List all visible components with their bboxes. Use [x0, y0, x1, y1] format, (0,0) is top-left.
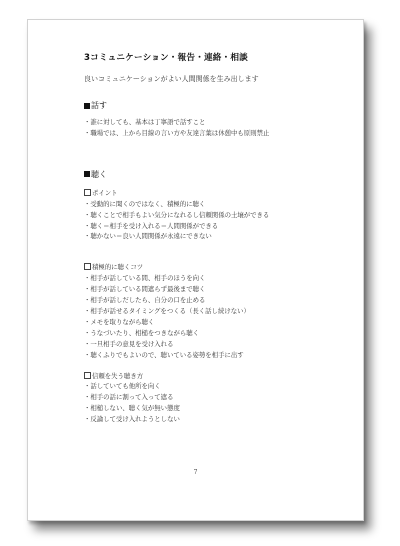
list-item: ・相手が話している間遮らず最後まで聴く: [84, 285, 206, 294]
list-item: ・職場では、上から目線の言い方や友達言葉は休憩中も原則禁止: [84, 128, 270, 137]
subsection-heading-tips-label: 積極的に聴くコツ: [92, 263, 144, 272]
list-item: ・相手が話している間、相手のほうを向く: [84, 274, 206, 283]
list-item: ・一旦相手の意見を受け入れる: [84, 339, 174, 348]
page-title: 3コミュニケーション・報告・連絡・相談: [84, 53, 248, 63]
section-heading-talk-label: 話す: [91, 101, 107, 110]
section-heading-talk: [84, 100, 344, 111]
checkbox-square-icon: [84, 372, 91, 379]
list-item: ・誰に対しても、基本は丁寧語で話すこと: [84, 118, 206, 126]
section-heading-listen: [84, 169, 344, 180]
list-item: ・聴くふりでもよいので、聴いている姿勢を相手に出す: [84, 350, 244, 359]
lose-trust-list: [84, 381, 344, 425]
list-item: ・話していても他所を向く: [84, 382, 161, 391]
point-list: [84, 199, 344, 243]
subsection-heading-tips: [84, 262, 344, 273]
checkbox-square-icon: [84, 263, 91, 270]
list-item: ・メモを取りながら聴く: [84, 317, 155, 326]
page-subtitle: 良いコミュニケーションがよい人間関係を生み出します: [84, 75, 259, 83]
tips-list: [84, 273, 344, 360]
list-item: ・相手が話せるタイミングをつくる（長く話し続けない）: [84, 306, 250, 315]
subsection-heading-point-label: ポイント: [92, 188, 118, 197]
list-item: ・相槌しない、聴く気が無い態度: [84, 404, 180, 413]
list-item: ・聴くことで相手もよい気分になれるし信頼関係の土壌ができる: [84, 210, 270, 219]
black-square-icon: [84, 171, 90, 177]
page-number: 7: [193, 469, 198, 476]
black-square-icon: [84, 103, 90, 109]
list-item: ・聴く＝相手を受け入れる＝人間関係ができる: [84, 221, 219, 230]
list-item: ・うなづいたり、相槌をつきながら聴く: [84, 328, 200, 337]
talk-list: [84, 117, 344, 139]
list-item: ・反論して受け入れようとしない: [84, 415, 180, 424]
subsection-heading-lose-trust-label: 信頼を失う聴き方: [92, 371, 144, 380]
page-content: [84, 52, 344, 425]
section-heading-listen-label: 聴く: [91, 169, 107, 179]
list-item: ・受動的に聞くのではなく、積極的に聴く: [84, 199, 206, 208]
list-item: ・聴かない＝良い人間関係が永遠にできない: [84, 232, 212, 241]
subsection-heading-point: [84, 188, 344, 199]
document-page: [27, 19, 364, 521]
list-item: ・相手が話しだしたら、自分の口を止める: [84, 296, 206, 305]
list-item: ・相手の話に割って入って遮る: [84, 393, 174, 402]
checkbox-square-icon: [84, 189, 91, 196]
subsection-heading-lose-trust: [84, 371, 344, 382]
